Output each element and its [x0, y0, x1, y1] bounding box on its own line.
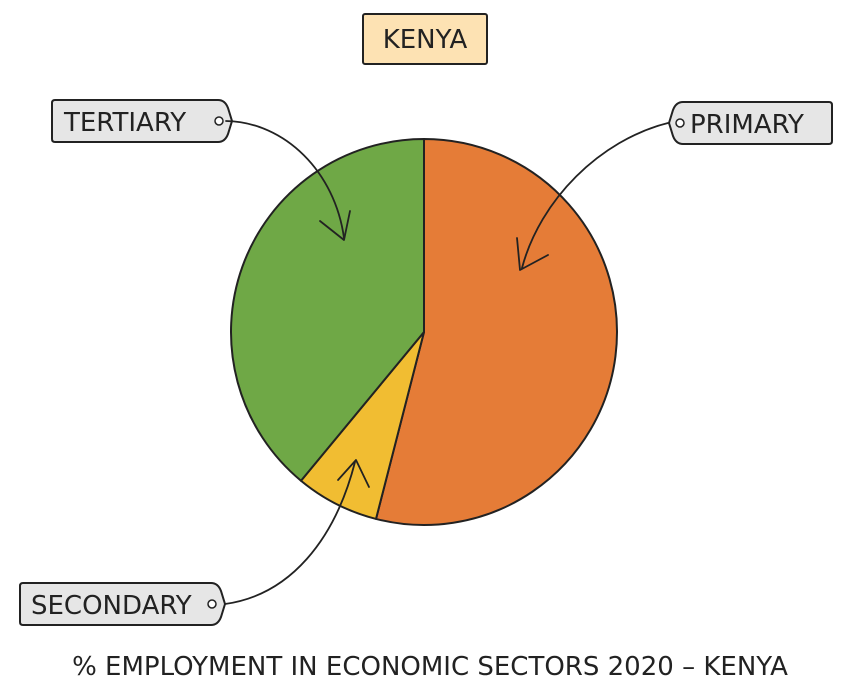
chart-caption: % EMPLOYMENT IN ECONOMIC SECTORS 2020 – KENYA [72, 652, 788, 682]
label-secondary [20, 583, 225, 625]
tag-primary-hole [676, 119, 684, 127]
pie [231, 139, 617, 525]
title-text: KENYA [382, 25, 468, 55]
chart-title [363, 14, 487, 64]
tag-tertiary-hole [215, 117, 223, 125]
tag-secondary-hole [208, 600, 216, 608]
tag-primary-text: PRIMARY [690, 110, 804, 140]
label-primary [669, 102, 832, 144]
label-tertiary [52, 100, 232, 142]
tag-tertiary-text: TERTIARY [64, 108, 187, 138]
tag-secondary-text: SECONDARY [31, 591, 192, 621]
